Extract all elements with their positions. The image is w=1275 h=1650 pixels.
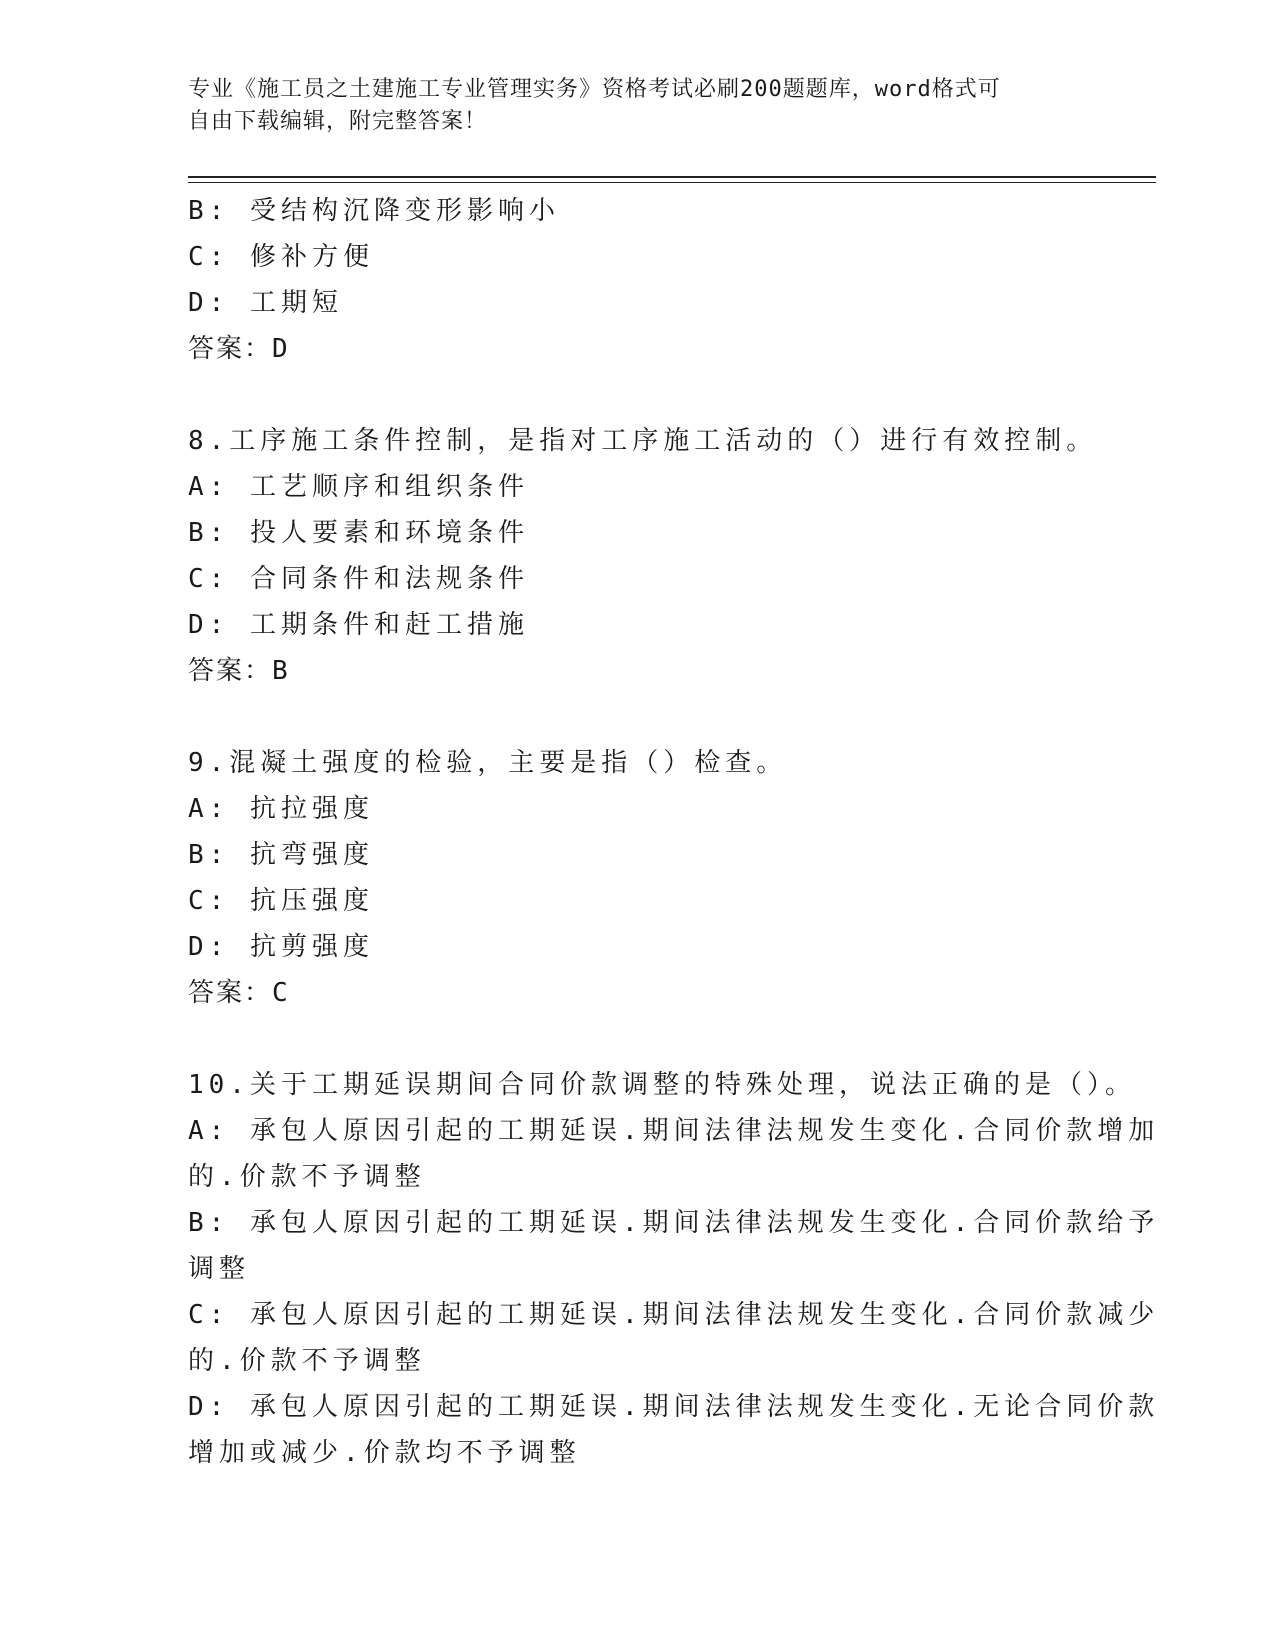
option-a-line-1: A: 承包人原因引起的工期延误.期间法律法规发生变化.合同价款增加 [188, 1116, 1160, 1146]
question-8 [188, 418, 1098, 694]
option-b: B: 受结构沉降变形影响小 [188, 196, 560, 226]
question-10 [188, 1062, 1160, 1476]
header-line-1: 专业《施工员之土建施工专业管理实务》资格考试必刷200题题库，word格式可 [188, 77, 1001, 102]
option-b-line-1: B: 承包人原因引起的工期延误.期间法律法规发生变化.合同价款给予 [188, 1208, 1160, 1238]
option-d-line-1: D: 承包人原因引起的工期延误.期间法律法规发生变化.无论合同价款 [188, 1392, 1160, 1422]
option-c-line-2: 的.价款不予调整 [188, 1346, 426, 1376]
answer: 答案：D [188, 334, 290, 364]
header-divider-thin [188, 182, 1156, 183]
question-7-tail [188, 188, 1088, 372]
option-c: C: 合同条件和法规条件 [188, 564, 529, 594]
answer: 答案：C [188, 978, 290, 1008]
option-d: D: 工期条件和赶工措施 [188, 610, 529, 640]
header-line-2: 自由下载编辑，附完整答案！ [188, 109, 488, 134]
spacer [188, 372, 1088, 418]
spacer [188, 1016, 1088, 1062]
option-b: B: 投人要素和环境条件 [188, 518, 529, 548]
option-a: A: 工艺顺序和组织条件 [188, 472, 529, 502]
question-text: 9.混凝土强度的检验，主要是指（）检查。 [188, 748, 788, 778]
option-b-line-2: 调整 [188, 1254, 251, 1284]
option-c: C: 修补方便 [188, 242, 374, 272]
spacer [188, 694, 1088, 740]
question-text: 8.工序施工条件控制，是指对工序施工活动的（）进行有效控制。 [188, 426, 1098, 456]
question-9 [188, 740, 1088, 1016]
option-b: B: 抗弯强度 [188, 840, 374, 870]
document-header [188, 74, 1088, 138]
option-a: A: 抗拉强度 [188, 794, 374, 824]
option-c-line-1: C: 承包人原因引起的工期延误.期间法律法规发生变化.合同价款减少 [188, 1300, 1160, 1330]
header-divider-thick [188, 176, 1156, 178]
option-a-line-2: 的.价款不予调整 [188, 1162, 426, 1192]
option-d: D: 工期短 [188, 288, 343, 318]
question-content [188, 188, 1160, 1476]
option-c: C: 抗压强度 [188, 886, 374, 916]
answer: 答案：B [188, 656, 290, 686]
question-text: 10.关于工期延误期间合同价款调整的特殊处理，说法正确的是（）。 [188, 1070, 1136, 1100]
option-d: D: 抗剪强度 [188, 932, 374, 962]
option-d-line-2: 增加或减少.价款均不予调整 [188, 1438, 581, 1468]
